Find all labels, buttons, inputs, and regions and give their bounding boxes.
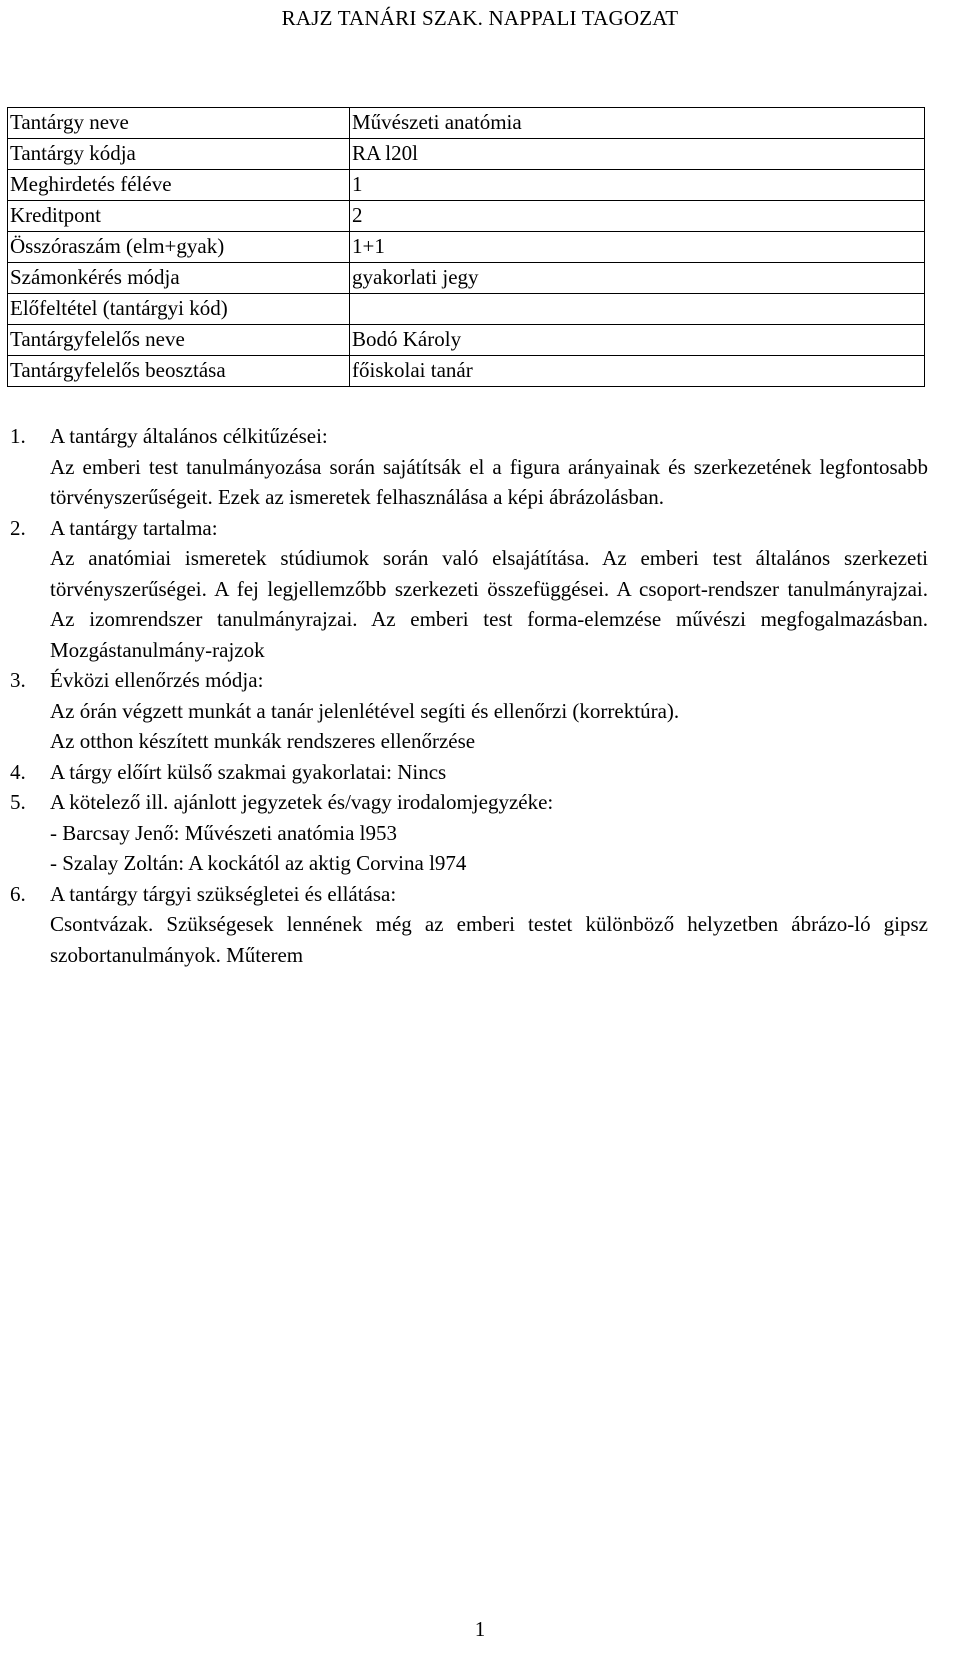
row-value: RA l20l [350, 139, 925, 170]
section-paragraph: Az otthon készített munkák rendszeres ellenőrzése [50, 729, 476, 753]
section-body [10, 696, 928, 757]
section-heading: A tantárgy tartalma: [50, 515, 218, 540]
row-label: Tantárgy kódja [8, 139, 350, 170]
row-value: 1 [350, 170, 925, 201]
section-heading: A kötelező ill. ajánlott jegyzetek és/vagy irodalomjegyzéke: [50, 790, 554, 814]
section-number: 4. [10, 759, 26, 784]
section-title [10, 879, 928, 910]
table-row [8, 263, 925, 294]
section-assessment [10, 665, 928, 757]
row-label: Összóraszám (elm+gyak) [8, 232, 350, 263]
section-heading-value: Nincs [391, 759, 447, 784]
section-body [10, 818, 928, 879]
section-number: 3. [10, 668, 26, 692]
course-info-table [7, 107, 925, 387]
section-title [10, 665, 928, 696]
section-heading: A tantárgy általános célkitűzései: [50, 424, 328, 448]
row-label: Előfeltétel (tantárgyi kód) [8, 294, 350, 325]
row-label: Tantárgyfelelős neve [8, 325, 350, 356]
section-content [10, 513, 928, 666]
table-row [8, 294, 925, 325]
section-objectives [10, 421, 928, 513]
section-title [10, 421, 928, 452]
row-value [350, 294, 925, 325]
section-number: 5. [10, 790, 26, 814]
section-paragraph: Az órán végzett munkát a tanár jelenlétével segíti és ellenőrzi (korrektúra). [50, 698, 680, 723]
section-number: 6. [10, 881, 26, 906]
table-row [8, 232, 925, 263]
row-label: Tantárgy neve [8, 108, 350, 139]
row-label: Tantárgyfelelős beosztása [8, 356, 350, 387]
table-row [8, 139, 925, 170]
section-paragraph: Az anatómiai ismeretek stúdiumok során való elsajátítása. Az emberi test általános szerkezeti törvényszerűségei. A fej legjellemzőbb szerkezeti összefüggései. A csoport-rendszer tanulmányrajzai. Az izomrendszer tanulmányrajzai. Az emberi test forma-elemzése művészi megfogalmazásban. Mozgástanulmány-rajzok [50, 546, 928, 662]
table-row [8, 356, 925, 387]
course-sections [10, 421, 928, 970]
section-number: 2. [10, 515, 26, 540]
section-practice [10, 757, 928, 788]
row-value: Művészeti anatómia [350, 108, 925, 139]
table-row [8, 170, 925, 201]
table-row [8, 201, 925, 232]
row-label: Meghirdetés féléve [8, 170, 350, 201]
section-number: 1. [10, 424, 26, 448]
section-literature [10, 787, 928, 879]
section-paragraph: Csontvázak. Szükségesek lennének még az emberi testet különböző helyzetben ábrázo-ló gipsz szobortanulmányok. Műterem [50, 912, 928, 967]
section-heading: A tantárgy tárgyi szükségletei és ellátása: [50, 881, 397, 906]
section-title [10, 787, 928, 818]
document-header: RAJZ TANÁRI SZAK. NAPPALI TAGOZAT [281, 6, 679, 30]
section-paragraph: Az emberi test tanulmányozása során sajátítsák el a figura arányainak és szerkezetének legfontosabb törvényszerűségeit. Ezek az ismeretek felhasználása a képi ábrázolásban. [50, 454, 928, 509]
literature-item: - Barcsay Jenő: Művészeti anatómia l953 [50, 820, 397, 845]
section-requirements [10, 879, 928, 971]
row-value: 2 [350, 201, 925, 232]
row-value: főiskolai tanár [350, 356, 925, 387]
row-value: gyakorlati jegy [350, 263, 925, 294]
section-body [10, 452, 928, 513]
row-label: Számonkérés módja [8, 263, 350, 294]
page-number: 1 [474, 1617, 486, 1641]
section-heading: A tárgy előírt külső szakmai gyakorlatai: [50, 759, 392, 784]
section-body [10, 909, 928, 970]
row-value: 1+1 [350, 232, 925, 263]
section-title [10, 757, 928, 788]
table-row [8, 108, 925, 139]
row-label: Kreditpont [8, 201, 350, 232]
row-value: Bodó Károly [350, 325, 925, 356]
table-row [8, 325, 925, 356]
literature-item: - Szalay Zoltán: A kockától az aktig Corvina l974 [50, 851, 467, 875]
section-title [10, 513, 928, 544]
section-body [10, 543, 928, 665]
section-heading: Évközi ellenőrzés módja: [50, 668, 264, 692]
